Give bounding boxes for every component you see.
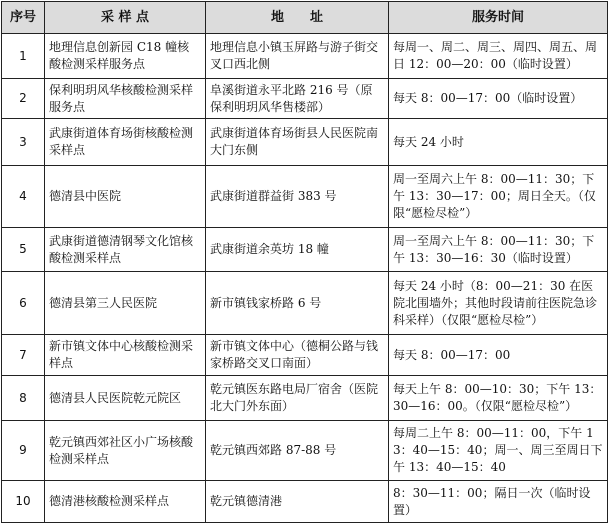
table-row bbox=[2, 481, 608, 523]
table-row bbox=[2, 228, 608, 272]
site-address: 武康街道体育场街县人民医院南大门东侧 bbox=[206, 119, 389, 166]
service-time: 每周一、周二、周三、周四、周五、周日 12：00—20：00（临时设置） bbox=[389, 34, 608, 79]
service-time: 每天 24 小时 bbox=[389, 119, 608, 166]
table-row bbox=[2, 376, 608, 421]
row-number: 9 bbox=[2, 421, 45, 481]
site-name: 保利明玥风华核酸检测采样服务点 bbox=[45, 79, 206, 119]
site-address: 乾元镇医东路电局厂宿舍（医院北大门外东面） bbox=[206, 376, 389, 421]
service-time: 每天 24 小时（8：00—21：30 在医院北围墙外；其他时段请前往医院急诊科采样）（仅限“愿检尽检”） bbox=[389, 272, 608, 335]
service-time: 每天 8：00—17：00（临时设置） bbox=[389, 79, 608, 119]
site-address: 乾元镇西郊路 87-88 号 bbox=[206, 421, 389, 481]
row-number: 3 bbox=[2, 119, 45, 166]
table-row bbox=[2, 119, 608, 166]
table-row bbox=[2, 79, 608, 119]
table-header-row bbox=[2, 2, 608, 34]
header-no: 序号 bbox=[2, 2, 45, 34]
service-time: 周一至周六上午 8：00—11：30；下午 13：30—17：00；周日全天。（仅限“愿检尽检”） bbox=[389, 166, 608, 228]
site-name: 武康街道德清钢琴文化馆核酸检测采样点 bbox=[45, 228, 206, 272]
header-time: 服务时间 bbox=[389, 2, 608, 34]
row-number: 10 bbox=[2, 481, 45, 523]
site-address: 阜溪街道永平北路 216 号（原保利明玥风华售楼部） bbox=[206, 79, 389, 119]
site-name: 乾元镇西郊社区小广场核酸检测采样点 bbox=[45, 421, 206, 481]
service-time: 每天 8：00—17：00 bbox=[389, 335, 608, 376]
table-row bbox=[2, 335, 608, 376]
table-row bbox=[2, 272, 608, 335]
row-number: 5 bbox=[2, 228, 45, 272]
service-time: 周一至周六上午 8：00—11：30；下午 13：30—16：30（临时设置） bbox=[389, 228, 608, 272]
table-row bbox=[2, 421, 608, 481]
site-address: 武康街道余英坊 18 幢 bbox=[206, 228, 389, 272]
row-number: 4 bbox=[2, 166, 45, 228]
sampling-sites-table bbox=[1, 1, 608, 523]
site-name: 新市镇文体中心核酸检测采样点 bbox=[45, 335, 206, 376]
site-address: 新市镇钱家桥路 6 号 bbox=[206, 272, 389, 335]
site-address: 地理信息小镇玉屏路与游子街交叉口西北侧 bbox=[206, 34, 389, 79]
site-address: 武康街道群益街 383 号 bbox=[206, 166, 389, 228]
table-row bbox=[2, 166, 608, 228]
row-number: 8 bbox=[2, 376, 45, 421]
site-address: 乾元镇德清港 bbox=[206, 481, 389, 523]
site-address: 新市镇文体中心（德桐公路与钱家桥路交叉口南面） bbox=[206, 335, 389, 376]
header-site: 采 样 点 bbox=[45, 2, 206, 34]
service-time: 每天上午 8：00—10：30；下午 13：30—16：00。（仅限“愿检尽检”） bbox=[389, 376, 608, 421]
site-name: 武康街道体育场街核酸检测采样点 bbox=[45, 119, 206, 166]
table-row bbox=[2, 34, 608, 79]
site-name: 德清县第三人民医院 bbox=[45, 272, 206, 335]
service-time: 8：30—11：00；隔日一次（临时设置） bbox=[389, 481, 608, 523]
service-time: 每周二上午 8：00—11：00，下午 13：40—15：40；周一、周三至周日下午 13：40—15：40 bbox=[389, 421, 608, 481]
site-name: 德清县人民医院乾元院区 bbox=[45, 376, 206, 421]
row-number: 7 bbox=[2, 335, 45, 376]
row-number: 1 bbox=[2, 34, 45, 79]
row-number: 2 bbox=[2, 79, 45, 119]
sampling-sites-table-wrapper bbox=[1, 1, 607, 523]
row-number: 6 bbox=[2, 272, 45, 335]
header-address: 地 址 bbox=[206, 2, 389, 34]
site-name: 德清港核酸检测采样点 bbox=[45, 481, 206, 523]
site-name: 德清县中医院 bbox=[45, 166, 206, 228]
site-name: 地理信息创新园 C18 幢核酸检测采样服务点 bbox=[45, 34, 206, 79]
